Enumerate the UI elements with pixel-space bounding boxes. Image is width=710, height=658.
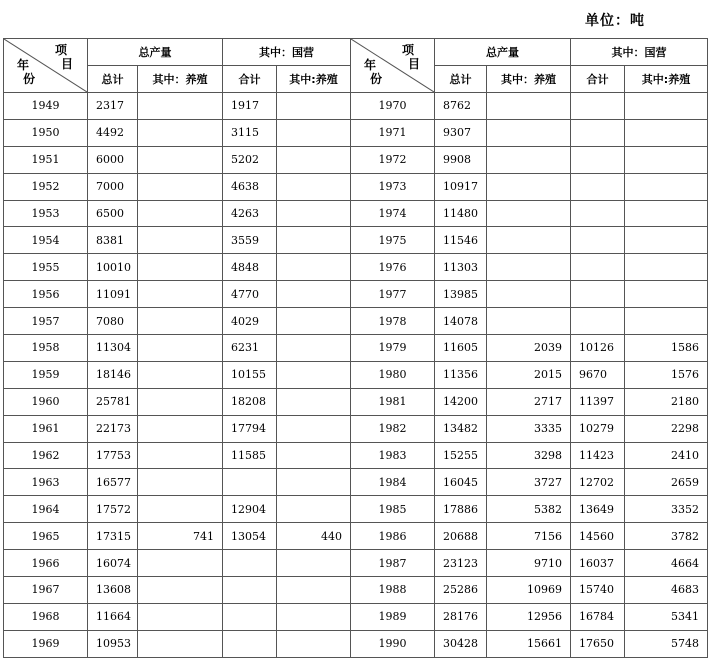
year-cell: 1970: [351, 93, 435, 120]
year-cell: 1980: [351, 361, 435, 388]
subtotal-cell: 15740: [571, 577, 625, 604]
subtotal-cell: 10279: [571, 415, 625, 442]
state-farming-cell: [625, 146, 708, 173]
year-cell: 1985: [351, 496, 435, 523]
farming-cell: [487, 227, 571, 254]
subtotal-col-header: 合计: [571, 66, 625, 93]
farming-cell: [138, 254, 223, 281]
year-cell: 1984: [351, 469, 435, 496]
farming-cell: [487, 119, 571, 146]
total-cell: 16577: [88, 469, 138, 496]
year-cell: 1975: [351, 227, 435, 254]
farming-cell: [138, 173, 223, 200]
table-row: [4, 469, 708, 496]
total-cell: 10953: [88, 630, 138, 657]
subtotal-cell: [571, 200, 625, 227]
year-cell: 1959: [4, 361, 88, 388]
state-farming-cell: [277, 119, 351, 146]
table-row: [4, 146, 708, 173]
state-farming-cell: 2659: [625, 469, 708, 496]
farming-cell: [138, 442, 223, 469]
total-cell: 11356: [435, 361, 487, 388]
farming-cell: [138, 469, 223, 496]
subtotal-cell: 10126: [571, 335, 625, 362]
state-farming-cell: [277, 200, 351, 227]
subtotal-cell: 3115: [223, 119, 277, 146]
total-col-header: 总计: [435, 66, 487, 93]
year-cell: 1977: [351, 281, 435, 308]
year-cell: 1979: [351, 335, 435, 362]
year-cell: 1950: [4, 119, 88, 146]
item-top-label: 项: [401, 43, 414, 57]
state-farming-cell: 440: [277, 523, 351, 550]
total-cell: 6500: [88, 200, 138, 227]
state-farming-cell: 2410: [625, 442, 708, 469]
year-cell: 1966: [4, 550, 88, 577]
farming-cell: 5382: [487, 496, 571, 523]
year-cell: 1965: [4, 523, 88, 550]
total-cell: 17572: [88, 496, 138, 523]
state-farming-col-header: 其中:养殖: [277, 66, 351, 93]
year-cell: 1987: [351, 550, 435, 577]
total-cell: 30428: [435, 630, 487, 657]
year-cell: 1958: [4, 335, 88, 362]
state-farming-cell: [277, 603, 351, 630]
subtotal-cell: 6231: [223, 335, 277, 362]
subtotal-cell: 18208: [223, 388, 277, 415]
total-cell: 10917: [435, 173, 487, 200]
total-col-header: 总计: [88, 66, 138, 93]
total-cell: 25286: [435, 577, 487, 604]
farming-cell: [487, 200, 571, 227]
farming-cell: [138, 496, 223, 523]
state-farming-cell: 3782: [625, 523, 708, 550]
farming-cell: 3727: [487, 469, 571, 496]
state-farming-cell: 2298: [625, 415, 708, 442]
year-cell: 1955: [4, 254, 88, 281]
subtotal-cell: 17794: [223, 415, 277, 442]
total-cell: 11480: [435, 200, 487, 227]
table-row: [4, 523, 708, 550]
farming-cell: 2039: [487, 335, 571, 362]
subtotal-cell: 16784: [571, 603, 625, 630]
farming-cell: [138, 415, 223, 442]
subtotal-cell: 4029: [223, 308, 277, 335]
table-row: [4, 308, 708, 335]
table-row: [4, 630, 708, 657]
year-bottom-label: 份: [370, 72, 383, 86]
state-farming-cell: [625, 173, 708, 200]
header-diagonal-left: [4, 39, 88, 93]
subtotal-cell: 4263: [223, 200, 277, 227]
year-cell: 1974: [351, 200, 435, 227]
farming-cell: 2015: [487, 361, 571, 388]
total-cell: 25781: [88, 388, 138, 415]
subtotal-cell: [571, 227, 625, 254]
state-farming-cell: 5748: [625, 630, 708, 657]
year-cell: 1951: [4, 146, 88, 173]
state-farming-cell: [277, 630, 351, 657]
farming-cell: [138, 361, 223, 388]
table-row: [4, 577, 708, 604]
total-cell: 28176: [435, 603, 487, 630]
subtotal-cell: [223, 550, 277, 577]
year-bottom-label: 份: [23, 72, 36, 86]
farming-col-header: 其中：养殖: [138, 66, 223, 93]
state-farming-cell: [625, 227, 708, 254]
farming-cell: [487, 254, 571, 281]
subtotal-cell: 16037: [571, 550, 625, 577]
year-cell: 1976: [351, 254, 435, 281]
table-row: [4, 335, 708, 362]
subtotal-cell: 13054: [223, 523, 277, 550]
year-cell: 1962: [4, 442, 88, 469]
year-cell: 1968: [4, 603, 88, 630]
subtotal-cell: [571, 146, 625, 173]
state-farming-cell: [277, 173, 351, 200]
farming-cell: [487, 308, 571, 335]
state-farming-cell: [625, 119, 708, 146]
subtotal-cell: [223, 469, 277, 496]
subtotal-cell: 4848: [223, 254, 277, 281]
total-cell: 17315: [88, 523, 138, 550]
farming-cell: [138, 200, 223, 227]
total-cell: 23123: [435, 550, 487, 577]
farming-cell: [487, 281, 571, 308]
total-cell: 2317: [88, 93, 138, 120]
state-farming-cell: [277, 388, 351, 415]
year-top-label: 年: [364, 58, 377, 72]
total-cell: 15255: [435, 442, 487, 469]
subtotal-cell: [223, 630, 277, 657]
state-farming-cell: 4683: [625, 577, 708, 604]
table-row: [4, 93, 708, 120]
total-cell: 7080: [88, 308, 138, 335]
state-farming-cell: [277, 93, 351, 120]
total-cell: 11664: [88, 603, 138, 630]
year-cell: 1972: [351, 146, 435, 173]
total-cell: 9307: [435, 119, 487, 146]
year-cell: 1961: [4, 415, 88, 442]
farming-cell: [138, 227, 223, 254]
subtotal-cell: [571, 93, 625, 120]
year-cell: 1982: [351, 415, 435, 442]
table-row: [4, 415, 708, 442]
year-cell: 1969: [4, 630, 88, 657]
table-row: [4, 496, 708, 523]
total-cell: 11303: [435, 254, 487, 281]
total-cell: 22173: [88, 415, 138, 442]
table-row: [4, 254, 708, 281]
state-farming-cell: [277, 442, 351, 469]
total-cell: 8381: [88, 227, 138, 254]
year-cell: 1973: [351, 173, 435, 200]
state-farming-cell: [277, 281, 351, 308]
state-owned-header: 其中：国营: [223, 39, 351, 66]
total-cell: 11304: [88, 335, 138, 362]
year-cell: 1957: [4, 308, 88, 335]
table-row: [4, 603, 708, 630]
year-cell: 1956: [4, 281, 88, 308]
state-farming-cell: 4664: [625, 550, 708, 577]
subtotal-cell: 1917: [223, 93, 277, 120]
total-cell: 11091: [88, 281, 138, 308]
header-diagonal-right: [351, 39, 435, 93]
farming-cell: [487, 173, 571, 200]
farming-cell: [138, 281, 223, 308]
farming-cell: 12956: [487, 603, 571, 630]
year-cell: 1988: [351, 577, 435, 604]
farming-cell: [138, 388, 223, 415]
subtotal-cell: 11423: [571, 442, 625, 469]
table-row: [4, 361, 708, 388]
table-row: [4, 442, 708, 469]
total-cell: 6000: [88, 146, 138, 173]
state-farming-cell: [277, 577, 351, 604]
year-cell: 1964: [4, 496, 88, 523]
farming-col-header: 其中：养殖: [487, 66, 571, 93]
farming-cell: [138, 146, 223, 173]
farming-cell: [138, 603, 223, 630]
state-farming-cell: [625, 93, 708, 120]
total-cell: 14078: [435, 308, 487, 335]
total-cell: 9908: [435, 146, 487, 173]
subtotal-cell: 14560: [571, 523, 625, 550]
subtotal-cell: 9670: [571, 361, 625, 388]
unit-label: 单位：吨: [585, 13, 645, 29]
subtotal-cell: [571, 173, 625, 200]
table-row: [4, 200, 708, 227]
state-farming-cell: [277, 469, 351, 496]
state-farming-cell: [277, 146, 351, 173]
total-cell: 17886: [435, 496, 487, 523]
total-cell: 16045: [435, 469, 487, 496]
total-cell: 20688: [435, 523, 487, 550]
table-row: [4, 227, 708, 254]
state-owned-header: 其中：国营: [571, 39, 708, 66]
year-cell: 1983: [351, 442, 435, 469]
year-cell: 1990: [351, 630, 435, 657]
state-farming-cell: [625, 254, 708, 281]
year-cell: 1971: [351, 119, 435, 146]
farming-cell: [138, 119, 223, 146]
total-cell: 13985: [435, 281, 487, 308]
state-farming-cell: [277, 227, 351, 254]
year-cell: 1949: [4, 93, 88, 120]
farming-cell: 2717: [487, 388, 571, 415]
table-row: [4, 550, 708, 577]
state-farming-cell: [277, 308, 351, 335]
farming-cell: 7156: [487, 523, 571, 550]
total-output-header: 总产量: [88, 39, 223, 66]
year-cell: 1986: [351, 523, 435, 550]
farming-cell: 741: [138, 523, 223, 550]
subtotal-cell: 10155: [223, 361, 277, 388]
subtotal-cell: 11585: [223, 442, 277, 469]
state-farming-cell: [277, 361, 351, 388]
state-farming-cell: [277, 550, 351, 577]
farming-cell: 9710: [487, 550, 571, 577]
year-cell: 1960: [4, 388, 88, 415]
total-cell: 11546: [435, 227, 487, 254]
state-farming-cell: 5341: [625, 603, 708, 630]
total-cell: 7000: [88, 173, 138, 200]
subtotal-cell: 5202: [223, 146, 277, 173]
farming-cell: [138, 335, 223, 362]
subtotal-cell: [571, 308, 625, 335]
total-cell: 18146: [88, 361, 138, 388]
total-output-header: 总产量: [435, 39, 571, 66]
year-cell: 1963: [4, 469, 88, 496]
subtotal-cell: 11397: [571, 388, 625, 415]
farming-cell: [138, 93, 223, 120]
farming-cell: 3298: [487, 442, 571, 469]
state-farming-cell: [625, 200, 708, 227]
year-cell: 1954: [4, 227, 88, 254]
subtotal-cell: 12904: [223, 496, 277, 523]
subtotal-cell: 17650: [571, 630, 625, 657]
subtotal-cell: [223, 603, 277, 630]
state-farming-cell: [277, 254, 351, 281]
year-cell: 1981: [351, 388, 435, 415]
state-farming-cell: [625, 308, 708, 335]
farming-cell: [487, 93, 571, 120]
year-top-label: 年: [17, 58, 30, 72]
year-cell: 1989: [351, 603, 435, 630]
state-farming-cell: 2180: [625, 388, 708, 415]
year-cell: 1978: [351, 308, 435, 335]
total-cell: 13482: [435, 415, 487, 442]
total-cell: 10010: [88, 254, 138, 281]
farming-cell: [138, 630, 223, 657]
total-cell: 14200: [435, 388, 487, 415]
subtotal-cell: 4770: [223, 281, 277, 308]
total-cell: 13608: [88, 577, 138, 604]
state-farming-cell: 1576: [625, 361, 708, 388]
subtotal-cell: [223, 577, 277, 604]
state-farming-cell: [277, 415, 351, 442]
state-farming-cell: 1586: [625, 335, 708, 362]
state-farming-cell: [277, 335, 351, 362]
item-bottom-label: 目: [60, 57, 73, 71]
state-farming-cell: [277, 496, 351, 523]
subtotal-cell: 3559: [223, 227, 277, 254]
subtotal-cell: [571, 119, 625, 146]
farming-cell: 15661: [487, 630, 571, 657]
table-row: [4, 173, 708, 200]
farming-cell: [138, 550, 223, 577]
subtotal-cell: 4638: [223, 173, 277, 200]
total-cell: 11605: [435, 335, 487, 362]
total-cell: 8762: [435, 93, 487, 120]
farming-cell: [138, 577, 223, 604]
state-farming-cell: [625, 281, 708, 308]
year-cell: 1952: [4, 173, 88, 200]
farming-cell: [487, 146, 571, 173]
year-cell: 1953: [4, 200, 88, 227]
farming-cell: 3335: [487, 415, 571, 442]
total-cell: 16074: [88, 550, 138, 577]
subtotal-col-header: 合计: [223, 66, 277, 93]
total-cell: 4492: [88, 119, 138, 146]
subtotal-cell: [571, 281, 625, 308]
farming-cell: [138, 308, 223, 335]
item-bottom-label: 目: [407, 57, 420, 71]
table-row: [4, 281, 708, 308]
farming-cell: 10969: [487, 577, 571, 604]
total-cell: 17753: [88, 442, 138, 469]
subtotal-cell: 13649: [571, 496, 625, 523]
table-row: [4, 119, 708, 146]
production-table: [3, 38, 708, 658]
year-cell: 1967: [4, 577, 88, 604]
subtotal-cell: [571, 254, 625, 281]
table-row: [4, 388, 708, 415]
subtotal-cell: 12702: [571, 469, 625, 496]
state-farming-col-header: 其中:养殖: [625, 66, 708, 93]
state-farming-cell: 3352: [625, 496, 708, 523]
item-top-label: 项: [54, 43, 67, 57]
